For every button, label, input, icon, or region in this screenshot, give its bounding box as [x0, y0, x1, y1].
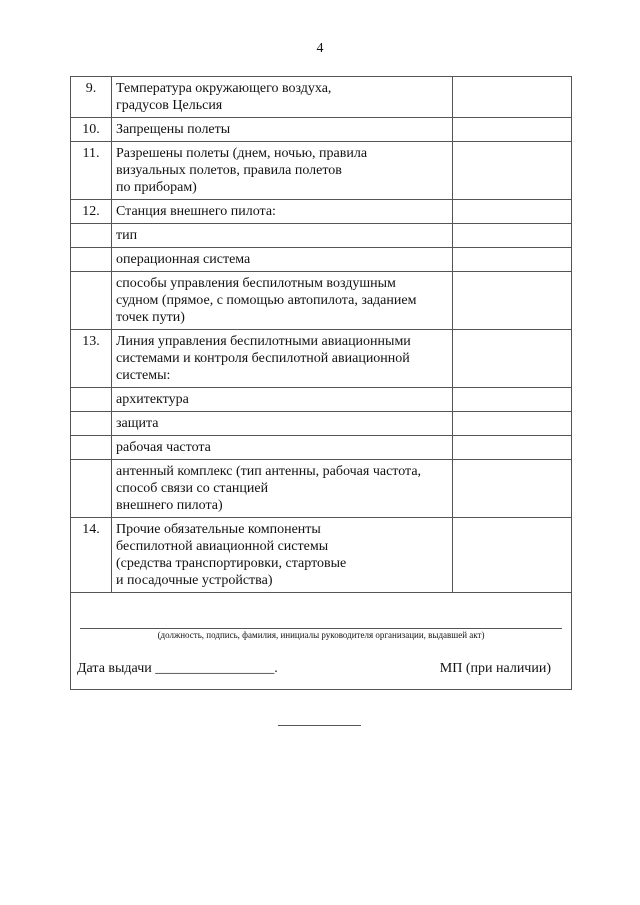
table-row	[71, 436, 572, 460]
row-number	[71, 436, 112, 460]
table-row	[71, 460, 572, 518]
row-number: 10.	[71, 118, 112, 142]
row-value-cell	[453, 330, 572, 388]
row-label: антенный комплекс (тип антенны, рабочая частота, способ связи со станцией внешнего пилота)	[112, 460, 453, 518]
row-label: архитектура	[112, 388, 453, 412]
row-label: Запрещены полеты	[112, 118, 453, 142]
form-table-body	[71, 77, 572, 690]
row-label: рабочая частота	[112, 436, 453, 460]
signature-cell	[71, 593, 572, 690]
table-row	[71, 388, 572, 412]
table-row	[71, 412, 572, 436]
row-label: Станция внешнего пилота:	[112, 200, 453, 224]
row-label: защита	[112, 412, 453, 436]
stamp-label: МП (при наличии)	[439, 661, 551, 676]
row-value-cell	[453, 272, 572, 330]
row-number: 9.	[71, 77, 112, 118]
row-label: Прочие обязательные компоненты беспилотной авиационной системы (средства транспортировки, стартовые и посадочные устройства)	[112, 518, 453, 593]
row-label: Разрешены полеты (днем, ночью, правила визуальных полетов, правила полетов по приборам)	[112, 142, 453, 200]
row-value-cell	[453, 518, 572, 593]
row-number	[71, 412, 112, 436]
row-label: операционная система	[112, 248, 453, 272]
row-value-cell	[453, 77, 572, 118]
table-row	[71, 142, 572, 200]
row-label: способы управления беспилотным воздушным судном (прямое, с помощью автопилота, заданием точек пути)	[112, 272, 453, 330]
row-number	[71, 388, 112, 412]
page-number: 4	[316, 41, 324, 56]
form-table	[70, 76, 572, 690]
table-row	[71, 224, 572, 248]
table-row	[71, 518, 572, 593]
table-row	[71, 77, 572, 118]
row-value-cell	[453, 436, 572, 460]
issue-date-label: Дата выдачи _________________.	[77, 661, 278, 676]
row-value-cell	[453, 412, 572, 436]
row-number: 12.	[71, 200, 112, 224]
row-value-cell	[453, 388, 572, 412]
row-number: 13.	[71, 330, 112, 388]
row-label: тип	[112, 224, 453, 248]
row-value-cell	[453, 224, 572, 248]
row-value-cell	[453, 142, 572, 200]
row-label: Температура окружающего воздуха, градусов Цельсия	[112, 77, 453, 118]
row-number: 11.	[71, 142, 112, 200]
table-row	[71, 200, 572, 224]
table-row	[71, 330, 572, 388]
table-row	[71, 118, 572, 142]
end-of-document-line	[278, 725, 361, 726]
row-number	[71, 272, 112, 330]
row-value-cell	[453, 118, 572, 142]
row-label: Линия управления беспилотными авиационными системами и контроля беспилотной авиационной системы:	[112, 330, 453, 388]
signature-row	[71, 593, 572, 690]
table-row	[71, 272, 572, 330]
row-number	[71, 248, 112, 272]
row-value-cell	[453, 200, 572, 224]
row-number	[71, 460, 112, 518]
signature-caption: (должность, подпись, фамилия, инициалы руководителя организации, выдавшей акт)	[157, 630, 485, 640]
signature-line	[80, 628, 562, 629]
row-value-cell	[453, 460, 572, 518]
row-number: 14.	[71, 518, 112, 593]
row-value-cell	[453, 248, 572, 272]
row-number	[71, 224, 112, 248]
table-row	[71, 248, 572, 272]
